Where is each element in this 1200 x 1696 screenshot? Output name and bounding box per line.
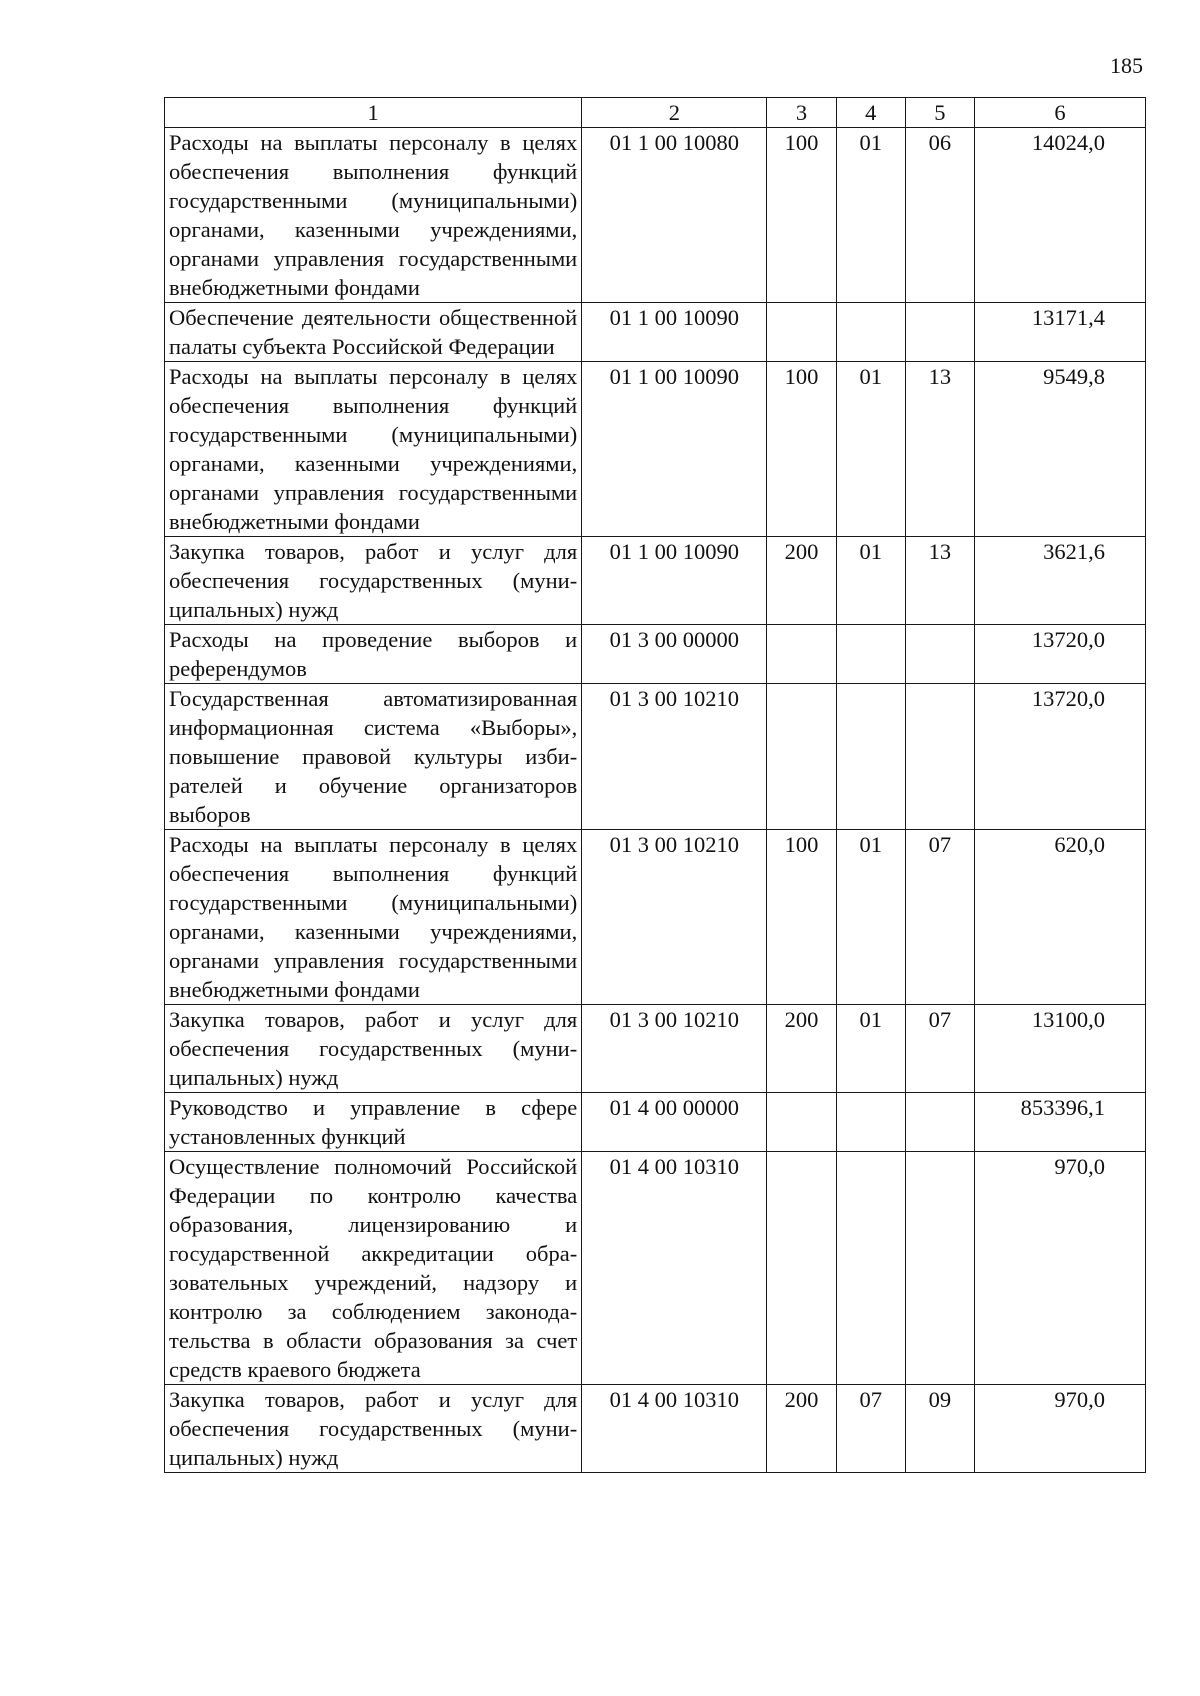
header-col-5: 5	[905, 98, 974, 128]
row-name-cell: Расходы на проведение выборов и референдумов	[165, 625, 582, 684]
row-rz-cell: 01	[836, 537, 905, 625]
row-sum-cell: 3621,6	[974, 537, 1145, 625]
table-row	[165, 1385, 1146, 1473]
row-code-cell: 01 1 00 10090	[582, 303, 767, 362]
row-code-cell: 01 3 00 00000	[582, 625, 767, 684]
row-sum-cell: 13720,0	[974, 684, 1145, 830]
row-rz-cell	[836, 1093, 905, 1152]
row-name-cell: Расходы на выплаты персоналу в целях обеспечения выполнения функций государственными (муниципальными) органами, казенными учреждениями, органами управления государственными внебюджетными фондами	[165, 362, 582, 537]
row-name-cell: Закупка товаров, работ и услуг для обеспечения государственных (муниципальных) нужд	[165, 1385, 582, 1473]
header-col-6: 6	[974, 98, 1145, 128]
row-vr-cell: 200	[767, 1385, 836, 1473]
row-sum-cell: 9549,8	[974, 362, 1145, 537]
table-row	[165, 830, 1146, 1005]
table-row	[165, 684, 1146, 830]
row-pr-cell	[905, 1093, 974, 1152]
table-row	[165, 128, 1146, 303]
row-name-cell: Закупка товаров, работ и услуг для обеспечения государственных (муниципальных) нужд	[165, 1005, 582, 1093]
row-pr-cell: 07	[905, 830, 974, 1005]
row-pr-cell: 13	[905, 362, 974, 537]
table-header	[165, 98, 1146, 128]
row-rz-cell: 01	[836, 128, 905, 303]
table-body	[165, 128, 1146, 1473]
row-vr-cell: 100	[767, 830, 836, 1005]
row-name-cell: Закупка товаров, работ и услуг для обеспечения государственных (муниципальных) нужд	[165, 537, 582, 625]
row-rz-cell: 01	[836, 362, 905, 537]
row-vr-cell: 100	[767, 128, 836, 303]
row-code-cell: 01 3 00 10210	[582, 684, 767, 830]
table-row	[165, 625, 1146, 684]
row-vr-cell: 200	[767, 537, 836, 625]
table-row	[165, 1093, 1146, 1152]
row-name-cell: Руководство и управление в сфере установленных функций	[165, 1093, 582, 1152]
row-name-cell: Обеспечение деятельности общественной палаты субъекта Российской Федерации	[165, 303, 582, 362]
row-code-cell: 01 3 00 10210	[582, 830, 767, 1005]
row-rz-cell	[836, 684, 905, 830]
row-code-cell: 01 1 00 10090	[582, 362, 767, 537]
row-pr-cell: 07	[905, 1005, 974, 1093]
row-sum-cell: 853396,1	[974, 1093, 1145, 1152]
row-pr-cell	[905, 625, 974, 684]
row-sum-cell: 620,0	[974, 830, 1145, 1005]
row-sum-cell: 970,0	[974, 1385, 1145, 1473]
row-vr-cell	[767, 625, 836, 684]
page-number: 185	[1110, 53, 1143, 78]
row-rz-cell: 01	[836, 830, 905, 1005]
row-pr-cell	[905, 1152, 974, 1385]
row-code-cell: 01 4 00 00000	[582, 1093, 767, 1152]
row-code-cell: 01 3 00 10210	[582, 1005, 767, 1093]
row-rz-cell	[836, 1152, 905, 1385]
row-name-cell: Осуществление полномочий Российской Федерации по контролю качества образования, лицензированию и государственной аккредитации образовательных учреждений, надзору и контролю за соблюдением законодательства в области образования за счет средств краевого бюджета	[165, 1152, 582, 1385]
row-sum-cell: 13100,0	[974, 1005, 1145, 1093]
row-vr-cell	[767, 303, 836, 362]
row-code-cell: 01 4 00 10310	[582, 1152, 767, 1385]
row-name-cell: Расходы на выплаты персоналу в целях обеспечения выполнения функций государственными (муниципальными) органами, казенными учреждениями, органами управления государственными внебюджетными фондами	[165, 830, 582, 1005]
row-sum-cell: 970,0	[974, 1152, 1145, 1385]
row-sum-cell: 13720,0	[974, 625, 1145, 684]
budget-table	[164, 97, 1146, 1473]
row-pr-cell	[905, 684, 974, 830]
row-code-cell: 01 1 00 10080	[582, 128, 767, 303]
table-row	[165, 1005, 1146, 1093]
row-sum-cell: 13171,4	[974, 303, 1145, 362]
header-row	[165, 98, 1146, 128]
row-vr-cell: 200	[767, 1005, 836, 1093]
row-rz-cell	[836, 625, 905, 684]
row-vr-cell	[767, 1152, 836, 1385]
row-pr-cell: 09	[905, 1385, 974, 1473]
row-name-cell: Расходы на выплаты персоналу в целях обеспечения выполнения функций государственными (муниципальными) органами, казенными учреждениями, органами управления государственными внебюджетными фондами	[165, 128, 582, 303]
row-vr-cell	[767, 1093, 836, 1152]
row-pr-cell: 13	[905, 537, 974, 625]
table-row	[165, 362, 1146, 537]
row-pr-cell	[905, 303, 974, 362]
row-code-cell: 01 1 00 10090	[582, 537, 767, 625]
table-row	[165, 1152, 1146, 1385]
header-col-3: 3	[767, 98, 836, 128]
header-col-1: 1	[165, 98, 582, 128]
row-name-cell: Государственная автоматизированная информационная система «Выборы», повышение правовой культуры избирателей и обучение организаторов выборов	[165, 684, 582, 830]
row-vr-cell	[767, 684, 836, 830]
row-rz-cell: 01	[836, 1005, 905, 1093]
table-row	[165, 537, 1146, 625]
row-rz-cell	[836, 303, 905, 362]
row-rz-cell: 07	[836, 1385, 905, 1473]
row-sum-cell: 14024,0	[974, 128, 1145, 303]
header-col-2: 2	[582, 98, 767, 128]
table-row	[165, 303, 1146, 362]
row-vr-cell: 100	[767, 362, 836, 537]
row-code-cell: 01 4 00 10310	[582, 1385, 767, 1473]
header-col-4: 4	[836, 98, 905, 128]
row-pr-cell: 06	[905, 128, 974, 303]
